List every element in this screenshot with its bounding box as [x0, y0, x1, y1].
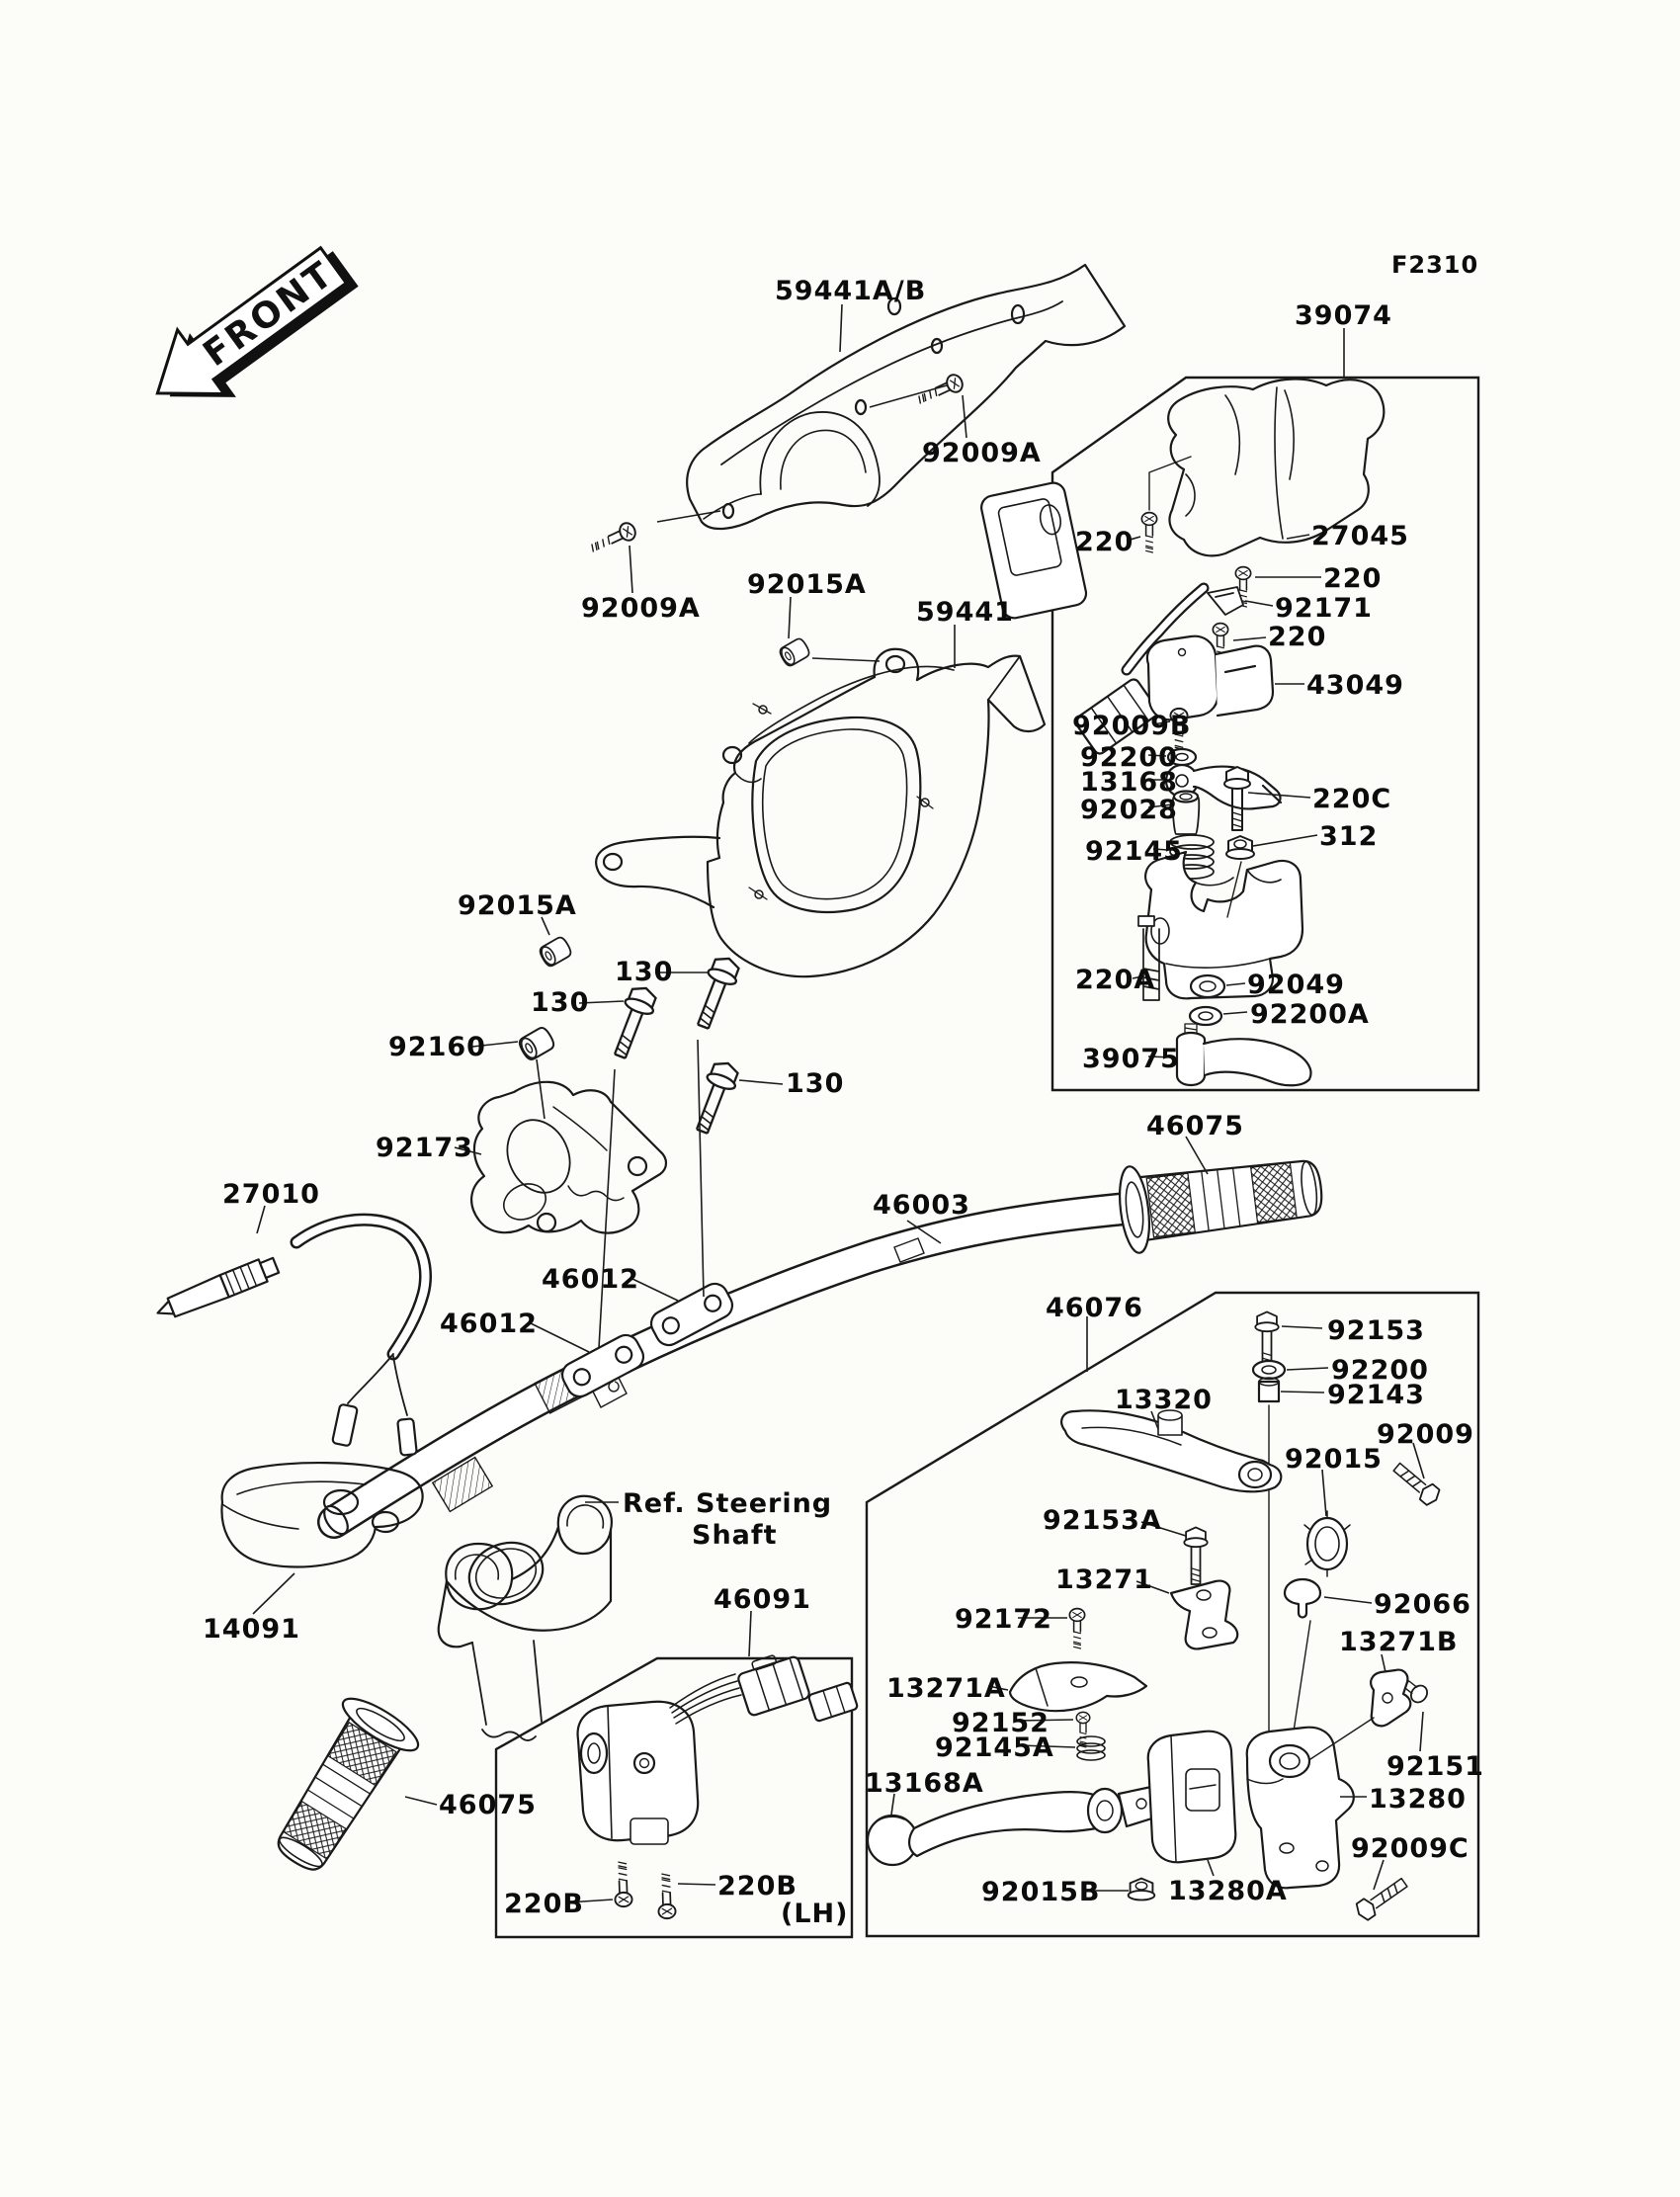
part-label-92200a: 92200A: [1250, 999, 1370, 1030]
part-label-220-2: 220: [1323, 563, 1383, 594]
part-label-92009a-top: 92009A: [922, 438, 1042, 468]
part-label-92066: 92066: [1374, 1589, 1471, 1620]
part-label-13271a: 13271A: [886, 1673, 1006, 1704]
part-label-92015a-left: 92015A: [458, 890, 577, 921]
part-label-92200-brake: 92200: [1331, 1355, 1429, 1386]
part-label-ref-steering-1: Ref. Steering: [623, 1488, 833, 1519]
part-label-92009: 92009: [1377, 1419, 1474, 1450]
part-label-130-1: 130: [615, 957, 674, 987]
part-label-46091: 46091: [714, 1584, 811, 1615]
part-label-220b-right: 220B: [717, 1871, 798, 1901]
part-label-92173: 92173: [376, 1133, 473, 1163]
part-label-92015: 92015: [1285, 1444, 1383, 1475]
part-label-92009b: 92009B: [1072, 711, 1192, 741]
part-label-13280a: 13280A: [1168, 1876, 1288, 1906]
part-label-92172: 92172: [955, 1604, 1052, 1635]
part-label-13168: 13168: [1080, 767, 1178, 798]
part-label-312: 312: [1319, 821, 1379, 852]
part-label-92151: 92151: [1386, 1751, 1484, 1782]
part-label-lh-marker: (LH): [781, 1899, 849, 1929]
part-label-92009c: 92009C: [1351, 1833, 1470, 1864]
part-label-39075: 39075: [1082, 1044, 1180, 1074]
front-arrow-text: FRONT: [196, 253, 342, 376]
part-label-ref-steering-2: Shaft: [692, 1520, 778, 1551]
part-label-92015b: 92015B: [981, 1877, 1101, 1907]
part-label-figure-code: F2310: [1391, 251, 1479, 279]
part-label-46075-right: 46075: [1146, 1111, 1244, 1141]
part-label-46003: 46003: [873, 1190, 970, 1221]
part-label-46012-lower: 46012: [440, 1309, 538, 1339]
part-label-39074: 39074: [1295, 300, 1392, 331]
part-label-220-1: 220: [1075, 527, 1134, 557]
part-label-130-2: 130: [531, 987, 590, 1018]
part-label-13271b: 13271B: [1339, 1627, 1459, 1657]
part-label-13168a: 13168A: [865, 1768, 984, 1799]
part-label-59441: 59441: [916, 597, 1014, 628]
part-label-92160: 92160: [388, 1032, 486, 1062]
part-label-92145a: 92145A: [935, 1732, 1054, 1763]
part-label-92200-throttle: 92200: [1080, 742, 1178, 773]
part-label-46075-left: 46075: [439, 1790, 537, 1820]
part-label-14091: 14091: [203, 1614, 300, 1645]
part-label-13280: 13280: [1369, 1784, 1467, 1815]
part-label-92143: 92143: [1327, 1380, 1425, 1410]
part-label-13320: 13320: [1115, 1385, 1213, 1415]
part-label-220b-left: 220B: [504, 1889, 584, 1919]
part-label-130-3: 130: [786, 1068, 845, 1099]
part-label-220c: 220C: [1312, 784, 1392, 814]
part-label-59441ab: 59441A/B: [775, 276, 927, 306]
part-label-13271: 13271: [1055, 1564, 1153, 1595]
part-label-92049: 92049: [1247, 970, 1345, 1000]
part-label-92009a-left: 92009A: [581, 593, 701, 624]
part-label-92153a: 92153A: [1043, 1505, 1162, 1536]
part-label-27045: 27045: [1311, 521, 1409, 551]
part-label-92153: 92153: [1327, 1315, 1425, 1346]
part-label-27010: 27010: [222, 1179, 320, 1210]
part-label-46076: 46076: [1046, 1293, 1143, 1323]
part-label-92028: 92028: [1080, 795, 1178, 825]
part-label-92152: 92152: [952, 1708, 1050, 1738]
part-label-92015a-top: 92015A: [747, 569, 867, 600]
part-label-220a: 220A: [1075, 965, 1156, 995]
part-label-92171: 92171: [1275, 593, 1373, 624]
part-label-220-3: 220: [1268, 622, 1327, 652]
part-label-92145: 92145: [1085, 836, 1183, 867]
part-label-46012-upper: 46012: [542, 1264, 639, 1295]
part-label-43049: 43049: [1306, 670, 1404, 701]
